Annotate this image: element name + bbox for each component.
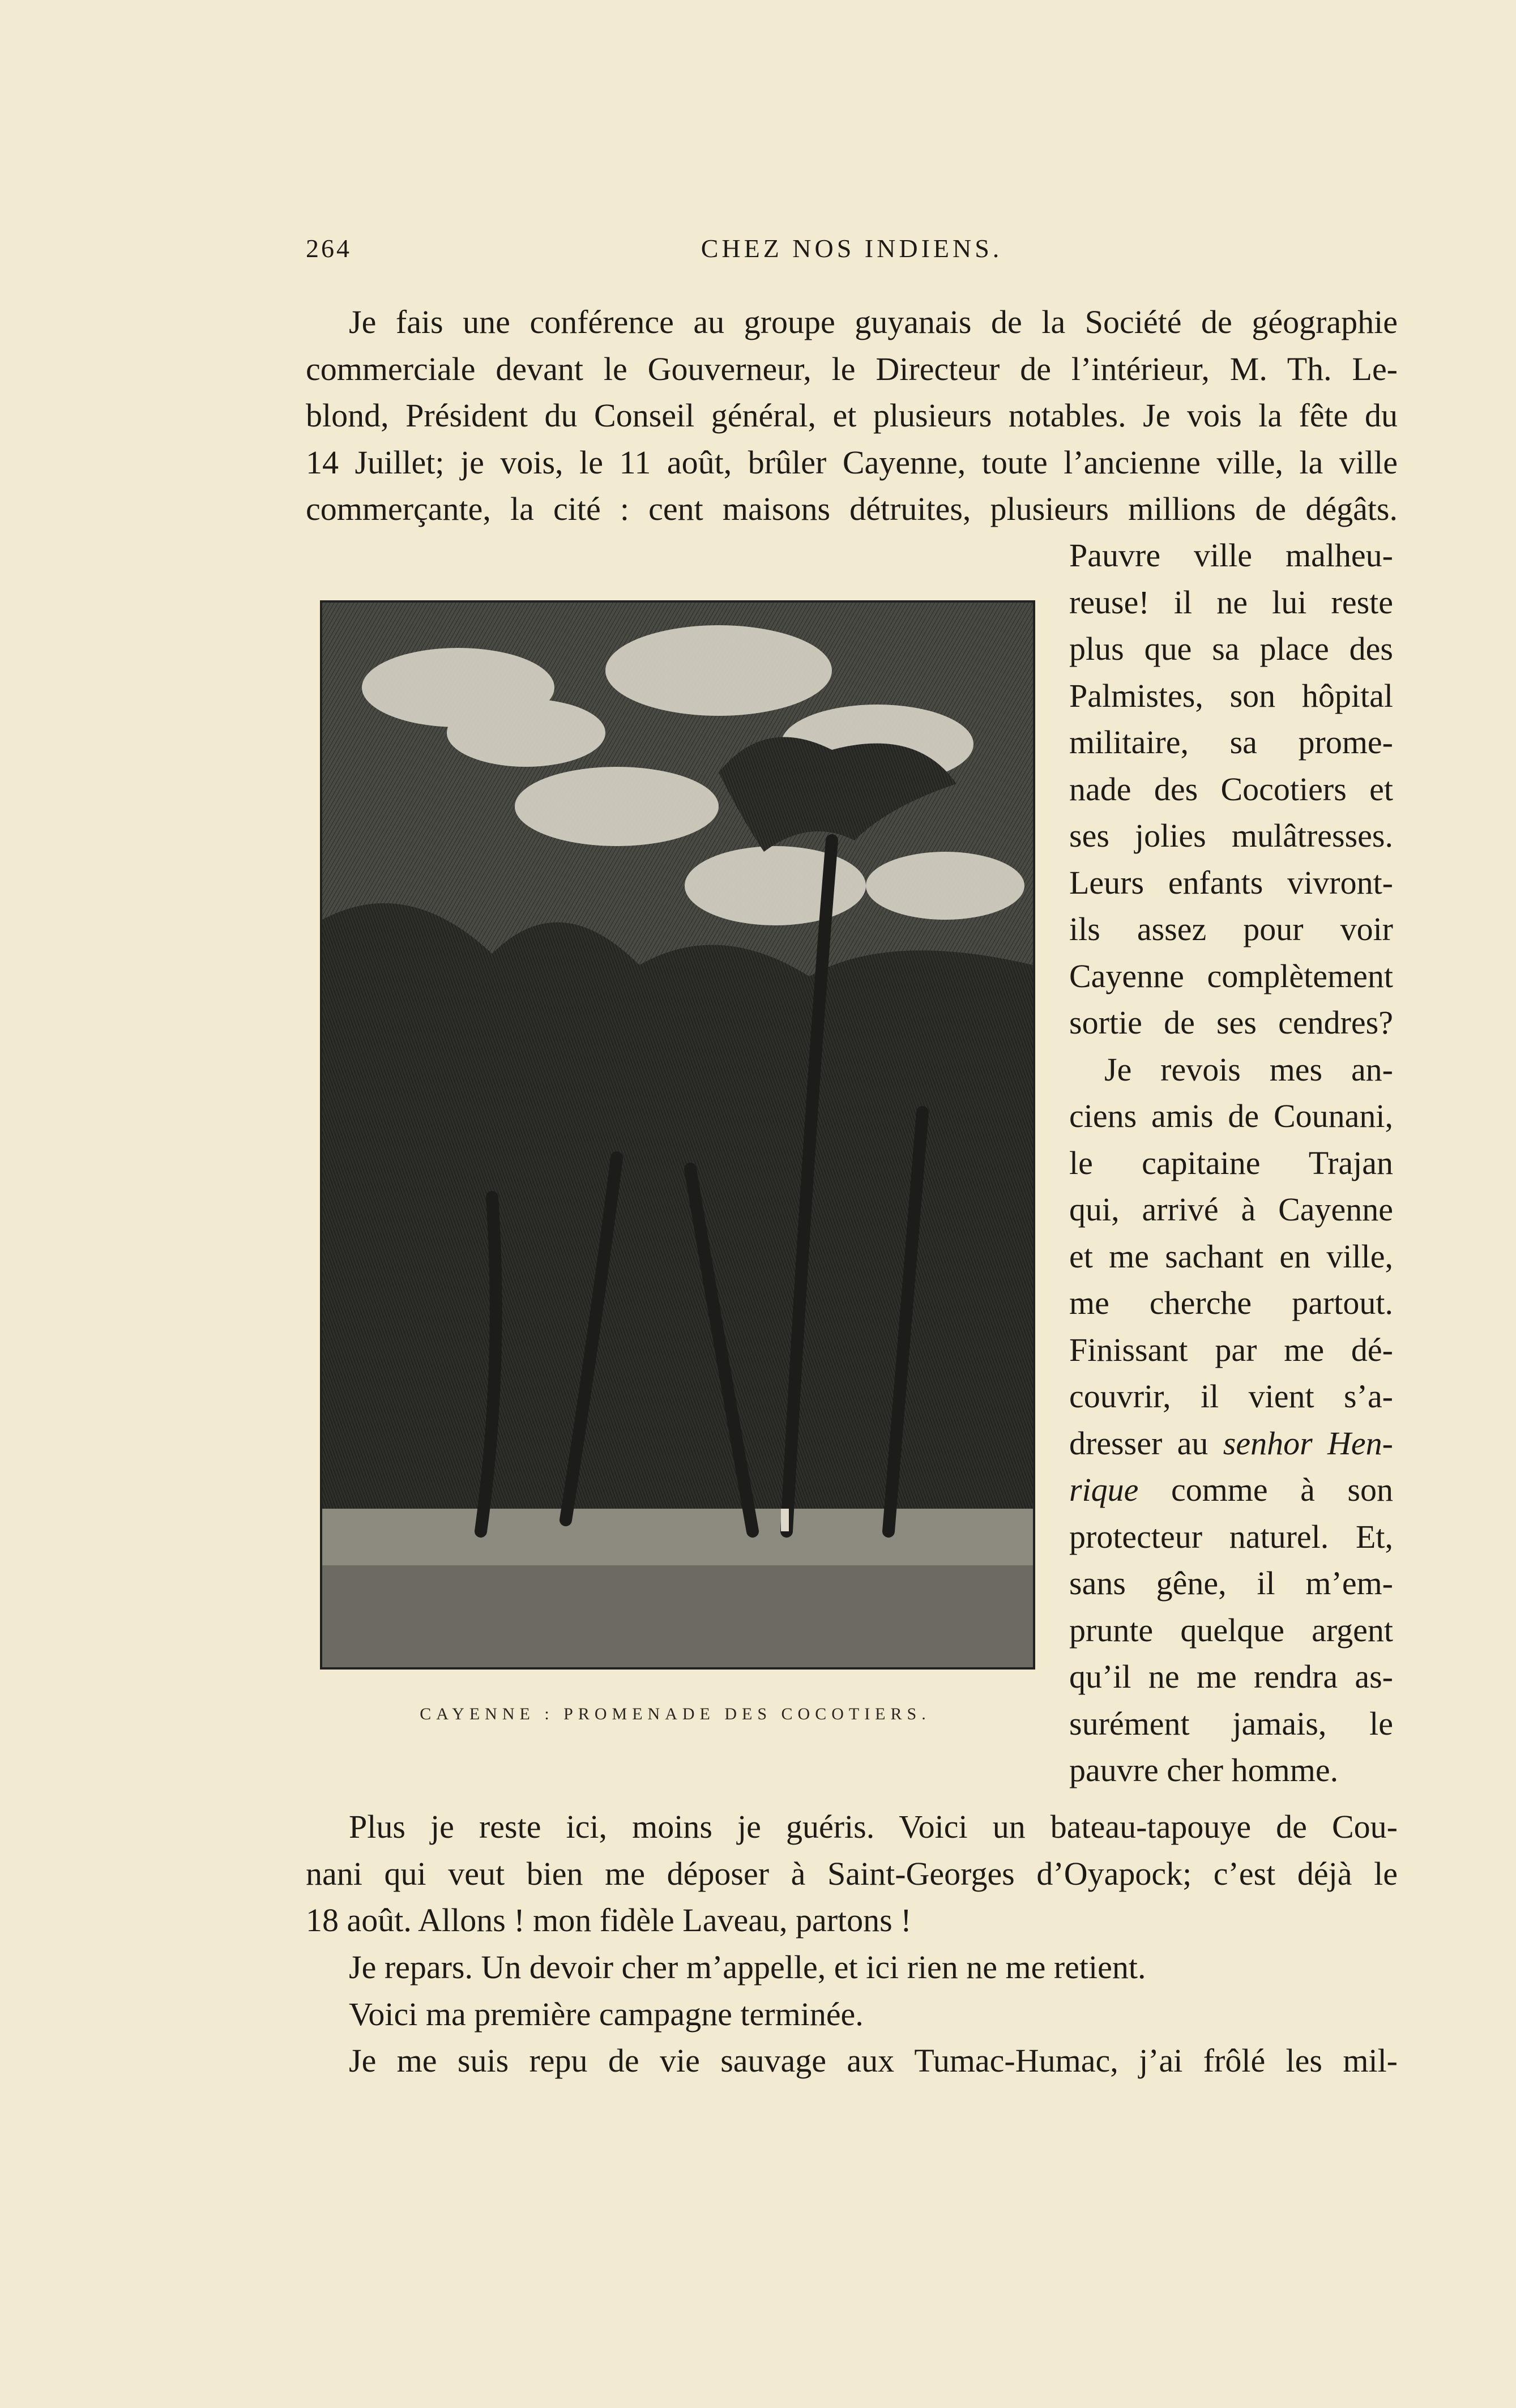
text-line: Pauvre ville malheu- (1069, 537, 1393, 574)
text-line: Je revois mes an- (1104, 1051, 1393, 1088)
text-line-mixed (1069, 1420, 1393, 1467)
text-line: commerçante, la cité : cent maisons détruites, plusieurs millions de dégâts. (306, 490, 1398, 527)
text-line: sans gêne, il m’em- (1069, 1565, 1393, 1602)
italic-text: rique (1069, 1471, 1139, 1508)
text-fragment: comme à son (1171, 1471, 1394, 1508)
text-line: 14 Juillet; je vois, le 11 août, brûler Cayenne, toute l’ancienne ville, la ville (306, 443, 1398, 481)
paragraph-departure (306, 1804, 1398, 1944)
text-line: qu’il ne me rendra as- (1069, 1658, 1393, 1695)
text-line: nade des Cocotiers et (1069, 770, 1393, 808)
text-line: couvrir, il vient s’a- (1069, 1378, 1393, 1415)
text-line: plus que sa place des (1069, 630, 1393, 667)
text-line: qui, arrivé à Cayenne (1069, 1191, 1393, 1228)
text-line-mixed (1069, 1467, 1393, 1514)
text-line: commerciale devant le Gouverneur, le Directeur de l’intérieur, M. Th. Le- (306, 350, 1398, 387)
side-column-text (1069, 532, 1393, 1794)
paragraph-conference (306, 299, 1398, 533)
paragraph-campagne (306, 1991, 1398, 2038)
text-line: et me sachant en ville, (1069, 1237, 1393, 1275)
text-line: ses jolies mulâtresses. (1069, 817, 1393, 854)
walking-figure (781, 1509, 789, 1531)
text-line: Je repars. Un devoir cher m’appelle, et ici rien ne me retient. (349, 1949, 1146, 1986)
text-line: Voici ma première campagne terminée. (349, 1996, 864, 2033)
text-line: reuse! il ne lui reste (1069, 583, 1393, 621)
text-line: Leurs enfants vivront- (1069, 864, 1393, 901)
italic-text: senhor Hen- (1223, 1424, 1393, 1462)
text-line: Je fais une conférence au groupe guyanais de la Société de géographie (349, 304, 1398, 340)
text-line: Finissant par me dé- (1069, 1331, 1393, 1368)
page-number: 264 (306, 234, 352, 263)
text-line: protecteur naturel. Et, (1069, 1518, 1393, 1555)
text-line: prunte quelque argent (1069, 1611, 1393, 1649)
paragraph-repars (306, 1944, 1398, 1991)
palm-trees-engraving (322, 603, 1033, 1667)
running-title: CHEZ NOS INDIENS. (701, 234, 1003, 263)
figure-caption: CAYENNE : PROMENADE DES COCOTIERS. (420, 1705, 931, 1723)
text-line: 18 août. Allons ! mon fidèle Laveau, partons ! (306, 1902, 912, 1939)
text-line: me cherche partout. (1069, 1284, 1393, 1321)
text-fragment: dresser au (1069, 1424, 1208, 1462)
text-line: blond, Président du Conseil général, et plusieurs notables. Je vois la fête du (306, 397, 1398, 434)
text-line: pauvre cher homme. (1069, 1752, 1339, 1788)
text-line: Plus je reste ici, moins je guéris. Voici un bateau-tapouye de Cou- (349, 1808, 1398, 1845)
paragraph-tumac-humac (306, 2038, 1398, 2085)
text-line: militaire, sa prome- (1069, 724, 1393, 761)
text-line: le capitaine Trajan (1069, 1144, 1393, 1181)
text-line: Cayenne complètement (1069, 957, 1393, 994)
text-line: surément jamais, le (1069, 1705, 1393, 1742)
text-line: Je me suis repu de vie sauvage aux Tumac-Humac, j’ai frôlé les mil- (349, 2042, 1398, 2079)
text-line: nani qui veut bien me déposer à Saint-Georges d’Oyapock; c’est déjà le (306, 1855, 1398, 1892)
text-line: sortie de ses cendres? (1069, 1004, 1393, 1041)
text-line: ils assez pour voir (1069, 911, 1393, 947)
text-line: Palmistes, son hôpital (1069, 677, 1393, 714)
text-line: ciens amis de Counani, (1069, 1098, 1393, 1134)
engraving-illustration (320, 600, 1035, 1670)
